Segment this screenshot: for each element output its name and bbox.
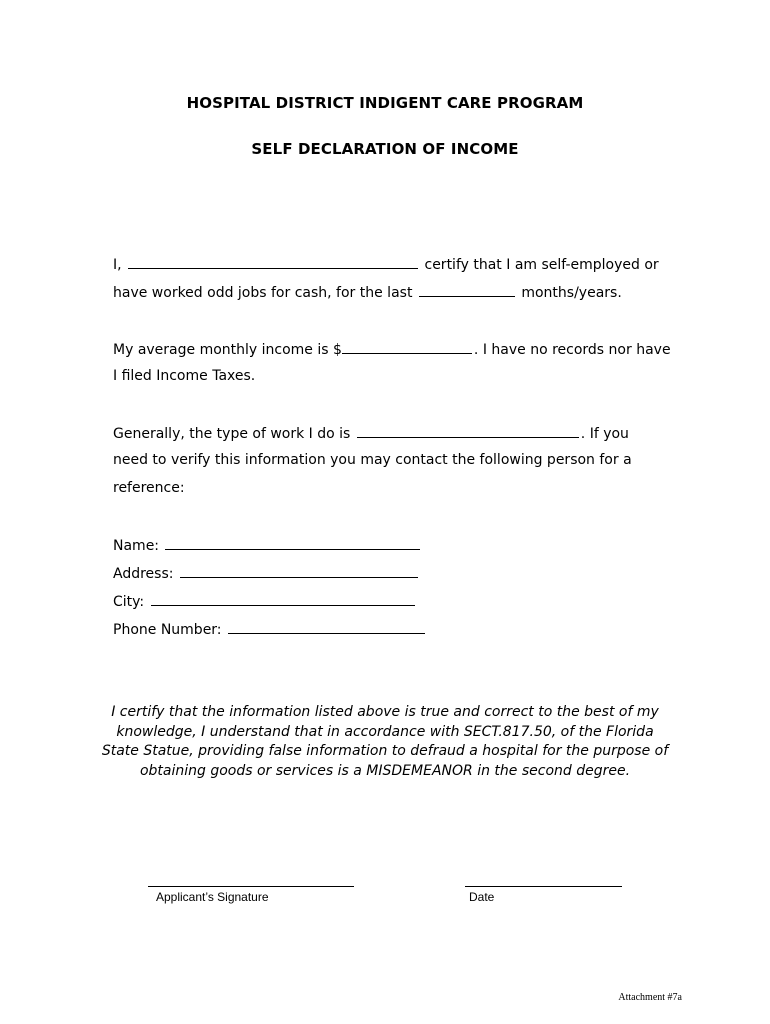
work-line-3: reference: <box>113 480 185 496</box>
work-prefix: Generally, the type of work I do is <box>113 426 351 442</box>
work-line-2: need to verify this information you may contact the following person for a <box>113 452 632 468</box>
reference-phone-row <box>113 619 427 639</box>
reference-city-row <box>113 591 417 611</box>
reference-name-field[interactable] <box>165 535 420 550</box>
reference-phone-label: Phone Number: <box>113 622 222 638</box>
income-line-2: I filed Income Taxes. <box>113 368 256 384</box>
certify-line-1 <box>113 254 659 274</box>
work-type-blank[interactable] <box>357 423 579 438</box>
date-label: Date <box>469 890 495 904</box>
applicant-name-blank[interactable] <box>128 254 418 269</box>
applicant-signature-line[interactable] <box>148 886 354 887</box>
income-suffix: . I have no records nor have <box>473 342 671 358</box>
work-line-1 <box>113 423 629 443</box>
certify-prefix: I, <box>113 257 122 273</box>
reference-phone-field[interactable] <box>228 619 425 634</box>
certification-line: State Statue, providing false information to defraud a hospital for the purpose of <box>101 743 669 759</box>
certify-suffix: certify that I am self-employed or <box>424 257 659 273</box>
odd-jobs-text: have worked odd jobs for cash, for the last <box>113 285 413 301</box>
applicant-signature-label: Applicant’s Signature <box>156 890 269 904</box>
certification-line: I certify that the information listed above is true and correct to the best of my <box>111 704 659 720</box>
reference-address-label: Address: <box>113 566 174 582</box>
certify-line-2 <box>113 282 622 302</box>
reference-address-field[interactable] <box>180 563 418 578</box>
document-title: HOSPITAL DISTRICT INDIGENT CARE PROGRAM <box>186 94 584 112</box>
reference-city-label: City: <box>113 594 145 610</box>
reference-name-row <box>113 535 422 555</box>
income-prefix: My average monthly income is $ <box>113 342 342 358</box>
certification-line: knowledge, I understand that in accordance with SECT.817.50, of the Florida <box>116 723 654 740</box>
duration-unit: months/years. <box>521 285 622 301</box>
certification-statement <box>0 703 770 781</box>
attachment-label: Attachment #7a <box>618 992 682 1003</box>
reference-name-label: Name: <box>113 538 160 554</box>
certification-line: obtaining goods or services is a MISDEMEANOR in the second degree. <box>139 762 631 779</box>
reference-address-row <box>113 563 420 583</box>
document-subtitle: SELF DECLARATION OF INCOME <box>251 140 519 158</box>
work-suffix: . If you <box>580 426 629 442</box>
duration-blank[interactable] <box>419 282 515 297</box>
reference-city-field[interactable] <box>151 591 415 606</box>
monthly-income-blank[interactable] <box>342 339 472 354</box>
date-line[interactable] <box>465 886 622 887</box>
income-line-1 <box>113 339 671 359</box>
